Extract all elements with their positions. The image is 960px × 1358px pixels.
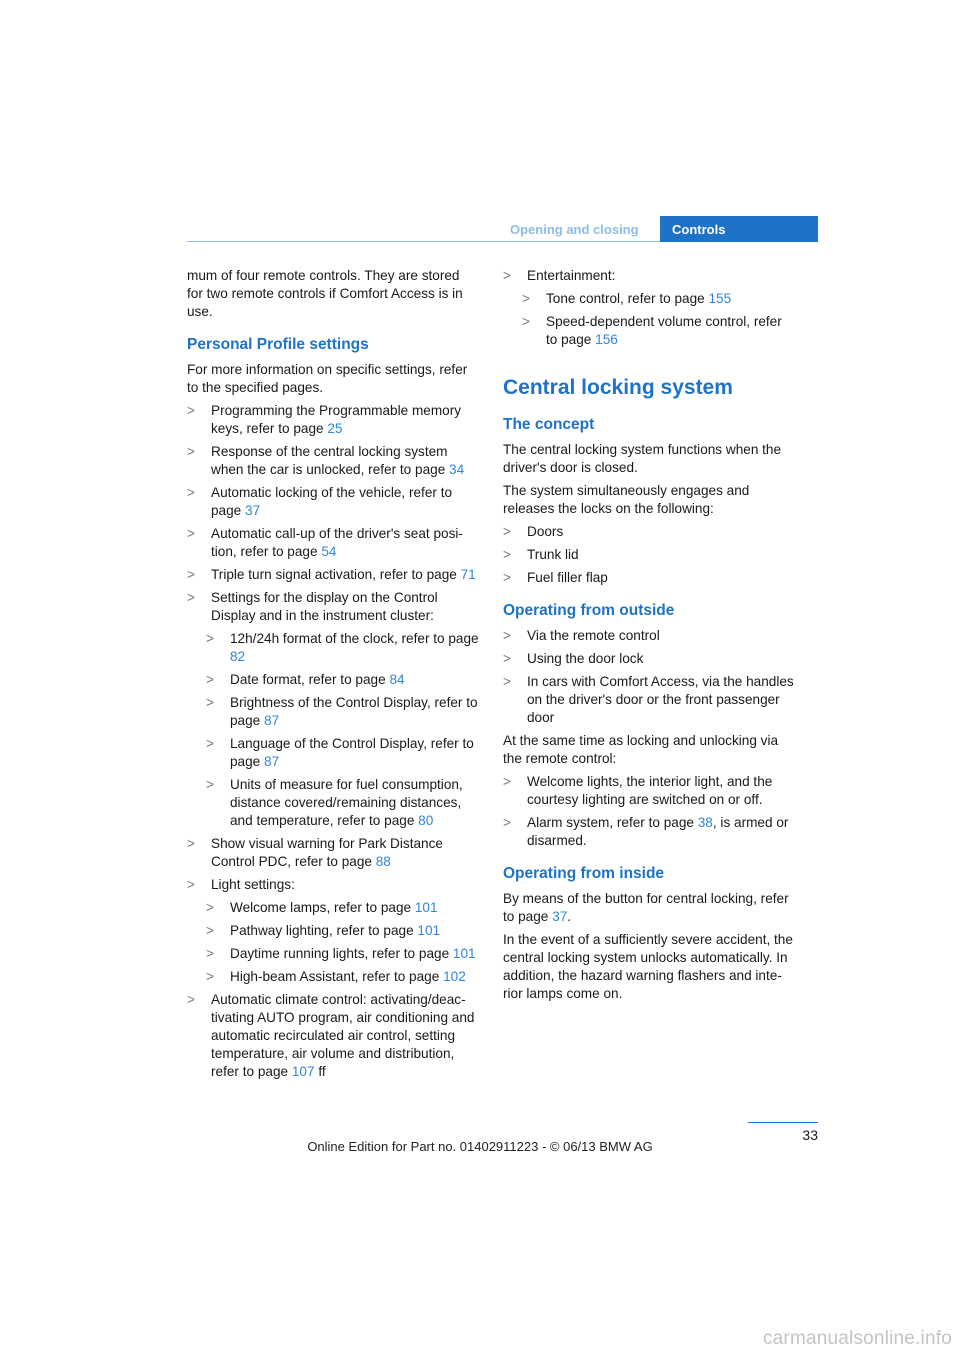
bullet-glyph: > (503, 674, 511, 689)
list-item: > Light settings: (187, 877, 295, 892)
bullet-glyph: > (503, 547, 511, 562)
list-item: > Programming the Programmable memory keys, refer to page 25 (187, 403, 462, 436)
sub-list-item: > Daytime running lights, refer to page 101 (206, 946, 476, 961)
page-number-rule (748, 1122, 818, 1123)
bullet-glyph: > (503, 628, 511, 643)
list-item: > Trunk lid (503, 547, 579, 562)
outside-heading: Operating from outside (503, 602, 675, 619)
concept-paragraph: The central locking system functions when the driver's door is closed. (503, 442, 782, 475)
page-link[interactable]: 88 (375, 854, 391, 869)
list-item: > Fuel filler flap (503, 570, 608, 585)
page-link[interactable]: 34 (449, 462, 465, 477)
bullet-glyph: > (522, 291, 530, 306)
list-item: > Response of the central locking system when the car is unlocked, refer to page 34 (187, 444, 465, 477)
list-item: > Automatic call-up of the driver's seat posi-tion, refer to page 54 (187, 526, 463, 559)
bullet-glyph: > (503, 774, 511, 789)
bullet-glyph: > (206, 923, 214, 938)
list-item: > Using the door lock (503, 651, 644, 666)
section-label: Opening and closing (510, 222, 639, 237)
bullet-glyph: > (206, 777, 214, 792)
sub-list-item: > Units of measure for fuel consumption, distance covered/remaining distances, and temperature, refer to page 80 (206, 777, 463, 828)
sub-list-item: > Date format, refer to page 84 (206, 672, 405, 687)
central-locking-title: Central locking system (503, 376, 733, 399)
inside-heading: Operating from inside (503, 865, 665, 882)
bullet-glyph: > (187, 403, 195, 418)
page-link[interactable]: 87 (264, 713, 280, 728)
bullet-glyph: > (503, 524, 511, 539)
bullet-glyph: > (503, 651, 511, 666)
page-link[interactable]: 101 (452, 946, 476, 961)
bullet-glyph: > (206, 969, 214, 984)
sub-list-item: > Welcome lamps, refer to page 101 (206, 900, 438, 915)
page-link[interactable]: 37 (552, 909, 568, 924)
page-link[interactable]: 84 (389, 672, 405, 687)
sub-list-item: > Speed-dependent volume control, refer to page 156 (522, 314, 782, 347)
list-item: > In cars with Comfort Access, via the handles on the driver's door or the front passenger door (503, 674, 794, 725)
bullet-glyph: > (503, 268, 511, 283)
concept-paragraph: The system simultaneously engages and releases the locks on the following: (503, 483, 750, 516)
sub-list-item: > High-beam Assistant, refer to page 102 (206, 969, 466, 984)
page-number: 33 (802, 1127, 818, 1143)
list-item: > Alarm system, refer to page 38, is armed or disarmed. (503, 815, 789, 848)
chapter-tab: Controls (660, 216, 818, 242)
inside-paragraph: In the event of a sufficiently severe accident, the central locking system unlocks automatically. In addition, the hazard warning flashers and inte-rior lamps come on. (503, 932, 793, 1001)
list-item: > Triple turn signal activation, refer to page 71 (187, 567, 476, 582)
page-link[interactable]: 156 (595, 332, 618, 347)
page-link[interactable]: 71 (460, 567, 476, 582)
bullet-glyph: > (206, 900, 214, 915)
bullet-glyph: > (187, 992, 195, 1007)
list-item: > Entertainment: (503, 268, 616, 283)
list-item: > Automatic locking of the vehicle, refer to page 37 (187, 485, 453, 518)
bullet-glyph: > (503, 570, 511, 585)
bullet-glyph: > (187, 526, 195, 541)
sub-list-item: > 12h/24h format of the clock, refer to page 82 (206, 631, 479, 664)
sub-list-item: > Tone control, refer to page 155 (522, 291, 732, 306)
bullet-glyph: > (206, 736, 214, 751)
page-link[interactable]: 107 (291, 1064, 315, 1079)
personal-profile-lead: For more information on specific settings, refer to the specified pages. (187, 362, 468, 395)
sub-list-item: > Brightness of the Control Display, refer to page 87 (206, 695, 478, 728)
list-item: > Automatic climate control: activating/deac-tivating AUTO program, air conditioning and automatic recirculated air control, setting temperature, air volume and distribution, refer to page 107 ff (187, 992, 475, 1079)
list-item: > Welcome lights, the interior light, and the courtesy lighting are switched on or off. (503, 774, 773, 807)
intro-paragraph: mum of four remote controls. They are stored for two remote controls if Comfort Access is in use. (187, 268, 463, 319)
bullet-glyph: > (187, 836, 195, 851)
page-link[interactable]: 54 (321, 544, 337, 559)
bullet-glyph: > (187, 567, 195, 582)
page-link[interactable]: 37 (245, 503, 261, 518)
bullet-glyph: > (206, 631, 214, 646)
bullet-glyph: > (206, 672, 214, 687)
personal-profile-heading: Personal Profile settings (187, 336, 369, 353)
right-column (503, 267, 795, 1008)
left-column (187, 267, 479, 1086)
concept-heading: The concept (503, 416, 595, 433)
inside-paragraph: By means of the button for central locking, refer to page 37. (503, 891, 789, 924)
bullet-glyph: > (187, 877, 195, 892)
bullet-glyph: > (522, 314, 530, 329)
sub-list-item: > Pathway lighting, refer to page 101 (206, 923, 441, 938)
bullet-glyph: > (187, 444, 195, 459)
edition-footer: Online Edition for Part no. 01402911223 - © 06/13 BMW AG (307, 1139, 653, 1154)
list-item: > Show visual warning for Park Distance Control PDC, refer to page 88 (187, 836, 443, 869)
page-link[interactable]: 101 (417, 923, 441, 938)
bullet-glyph: > (187, 485, 195, 500)
bullet-glyph: > (187, 590, 195, 605)
page-link[interactable]: 102 (443, 969, 466, 984)
list-item: > Settings for the display on the Control Display and in the instrument cluster: (187, 590, 438, 623)
bullet-glyph: > (503, 815, 511, 830)
page-link[interactable]: 87 (264, 754, 280, 769)
page-link[interactable]: 82 (230, 649, 246, 664)
outside-paragraph: At the same time as locking and unlocking via the remote control: (503, 733, 779, 766)
page-link[interactable]: 101 (414, 900, 438, 915)
list-item: > Via the remote control (503, 628, 660, 643)
bullet-glyph: > (206, 946, 214, 961)
page-link[interactable]: 25 (327, 421, 343, 436)
page-link[interactable]: 38 (697, 815, 713, 830)
bullet-glyph: > (206, 695, 214, 710)
page-link[interactable]: 80 (418, 813, 434, 828)
sub-list-item: > Language of the Control Display, refer to page 87 (206, 736, 474, 769)
list-item: > Doors (503, 524, 564, 539)
watermark: carmanualsonline.info (762, 1328, 952, 1349)
page-link[interactable]: 155 (708, 291, 732, 306)
